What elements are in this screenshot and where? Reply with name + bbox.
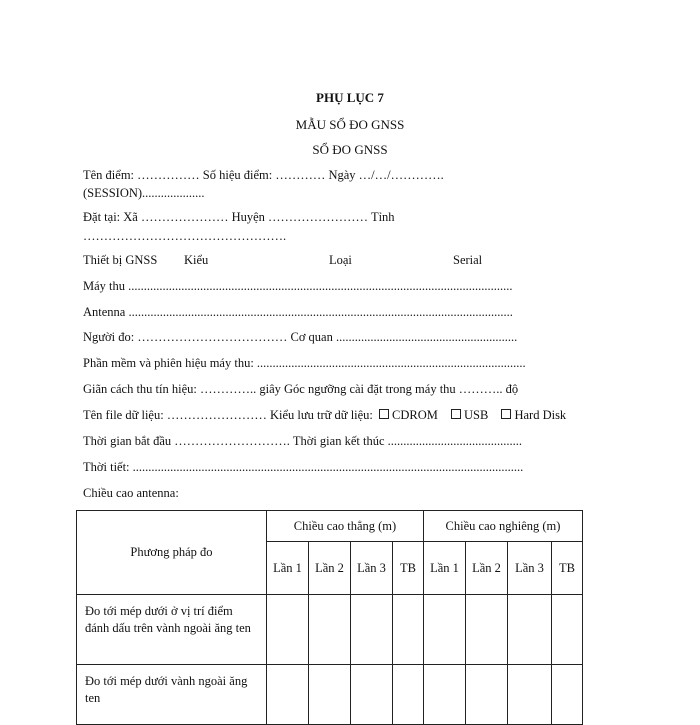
slant-height-header: Chiều cao nghiêng (m) [424,511,583,542]
method-cell: Đo tới mép dưới ở vị trí điểm đánh dấu trên vành ngoài ăng ten [77,595,267,665]
filename-label: Tên file dữ liệu: …………………… Kiểu lưu trữ dữ liệu: [83,408,373,422]
table-row [77,665,583,725]
hard-disk-label: Hard Disk [514,408,567,422]
method-cell: Đo tới mép dưới vành ngoài ăng ten [77,665,267,725]
point-info-line: Tên điểm: …………… Số hiệu điểm: ………… Ngày …/…/…………. [83,168,444,182]
method-header: Phương pháp đo [77,511,267,595]
session-line: (SESSION).................... [83,186,205,200]
time-line: Thời gian bắt đầu ………………………. Thời gian kết thúc ........................................... [83,434,522,448]
value-cell[interactable] [508,665,552,725]
observer-line: Người đo: ……………………………… Cơ quan .......................................................... [83,330,518,344]
antenna-height-label: Chiều cao antenna: [83,486,179,500]
value-cell[interactable] [466,665,508,725]
value-cell[interactable] [508,595,552,665]
usb-checkbox[interactable] [451,409,461,419]
table-row [77,595,583,665]
receiver-line: Máy thu ........................................................................................................................... [83,279,513,293]
interval-line: Giãn cách thu tín hiệu: ………….. giây Góc ngưỡng cài đặt trong máy thu ……….. độ [83,382,519,396]
value-cell[interactable] [267,665,309,725]
value-cell[interactable] [393,595,424,665]
form-title: MẪU SỔ ĐO GNSS [295,117,405,132]
sub-header-vertical-2: Lần 2 [309,542,351,595]
equipment-serial: Serial [453,253,483,267]
software-line: Phần mềm và phiên hiệu máy thu: ...................................................................................... [83,356,526,370]
weather-line: Thời tiết: ............................................................................................................................. [83,460,524,474]
value-cell[interactable] [466,595,508,665]
filename-line [83,408,566,423]
cdrom-checkbox[interactable] [379,409,389,419]
sub-header-slant-2: Lần 2 [466,542,508,595]
value-cell[interactable] [393,665,424,725]
equipment-loai: Loại [329,253,352,267]
antenna-line: Antenna ........................................................................................................................... [83,305,513,319]
sub-header-slant-avg: TB [552,542,583,595]
value-cell[interactable] [552,595,583,665]
value-cell[interactable] [267,595,309,665]
value-cell[interactable] [424,595,466,665]
equipment-label: Thiết bị GNSS [83,253,158,267]
sub-header-vertical-1: Lần 1 [267,542,309,595]
vertical-height-header: Chiều cao thẳng (m) [267,511,424,542]
value-cell[interactable] [552,665,583,725]
location-line: Đặt tại: Xã ………………… Huyện …………………… Tỉnh [83,210,395,224]
sub-header-slant-3: Lần 3 [508,542,552,595]
book-title: SỔ ĐO GNSS [312,142,388,157]
antenna-height-table [76,510,583,725]
appendix-title: PHỤ LỤC 7 [316,90,384,105]
value-cell[interactable] [309,595,351,665]
value-cell[interactable] [309,665,351,725]
sub-header-vertical-3: Lần 3 [351,542,393,595]
location-line-continued: …………………………………………. [83,229,287,243]
equipment-kieu: Kiểu [184,253,209,267]
sub-header-slant-1: Lần 1 [424,542,466,595]
sub-header-vertical-avg: TB [393,542,424,595]
value-cell[interactable] [424,665,466,725]
value-cell[interactable] [351,665,393,725]
hard-disk-checkbox[interactable] [501,409,511,419]
usb-label: USB [464,408,489,422]
value-cell[interactable] [351,595,393,665]
cdrom-label: CDROM [392,408,438,422]
